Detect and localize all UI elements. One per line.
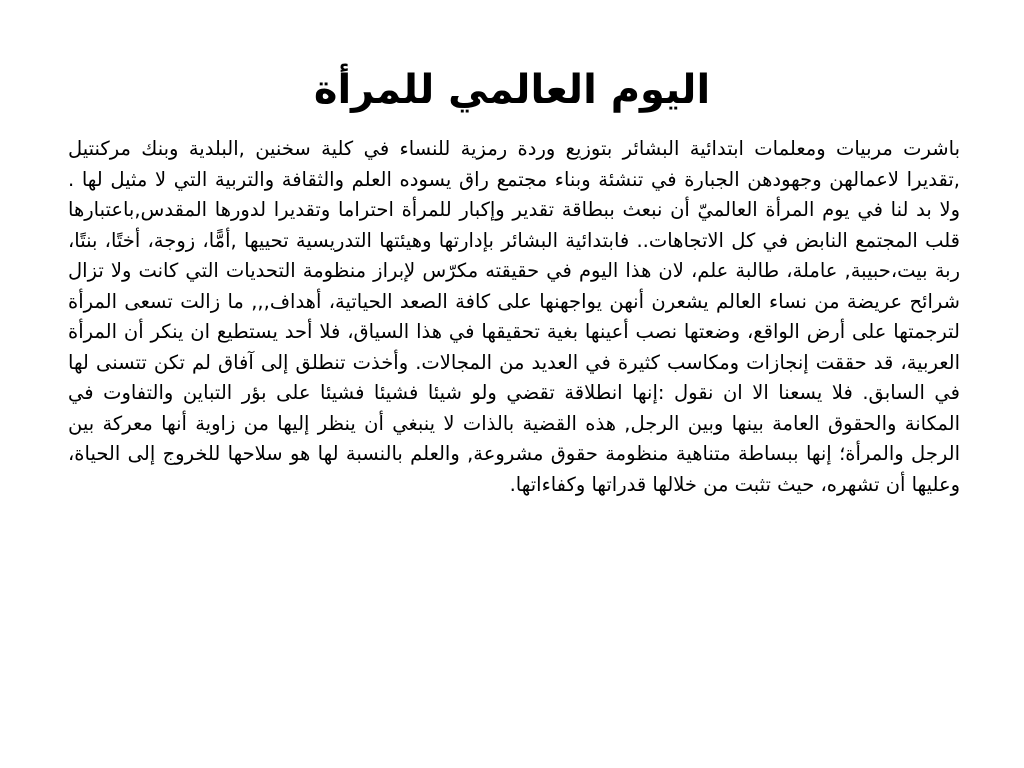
slide-body-text: باشرت مربيات ومعلمات ابتدائية البشائر بتوزيع وردة رمزية للنساء في كلية سخنين ,البلدية وبنك مركنتيل ,تقديرا لاعمالهن وجهودهن الجبارة في تنشئة وبناء مجتمع راق يسوده العلم والثقافة والتربية التي لا مثيل لها . ولا بد لنا في يوم المرأة العالميّ أن نبعث ببطاقة تقدير وإكبار للمرأة احتراما وتقديرا لدورها المقدس,باعتبارها قلب المجتمع النابض في كل الاتجاهات.. فابتدائية البشائر بإدارتها وهيئتها التدريسية تحييها ,أمًّا، زوجة، أختًا، بنتًا، ربة بيت،حبيبة, عاملة، طالبة علم، لان هذا اليوم في حقيقته مكرّس لإبراز منظومة التحديات التي كانت ولا تزال شرائح عريضة من نساء العالم يشعرن أنهن يواجهنها على كافة الصعد الحياتية، أهداف,,, ما زالت تسعى المرأة لترجمتها على أرض الواقع، وضعتها نصب أعينها بغية تحقيقها في هذا السياق، فلا أحد يستطيع ان ينكر أن المرأة العربية، قد حققت إنجازات ومكاسب كثيرة في العديد من المجالات. وأخذت تنطلق إلى آفاق لم تكن تتسنى لها في السابق. فلا يسعنا الا ان نقول :إنها انطلاقة تقضي ولو شيئا فشيئا فشيئا على بؤر التباين والتفاوت في المكانة والحقوق العامة بينها وبين الرجل, هذه القضية بالذات لا ينبغي أن ينظر إليها من زاوية أنها معركة بين الرجل والمرأة؛ إنها ببساطة متناهية منظومة حقوق مشروعة, والعلم بالنسبة لها هو سلاحها للخروج إلى الحياة، وعليها أن تشهره، حيث تثبت من خلالها قدراتها وكفاءاتها. <box>68 137 960 496</box>
slide-title: اليوم العالمي للمرأة <box>313 67 711 113</box>
